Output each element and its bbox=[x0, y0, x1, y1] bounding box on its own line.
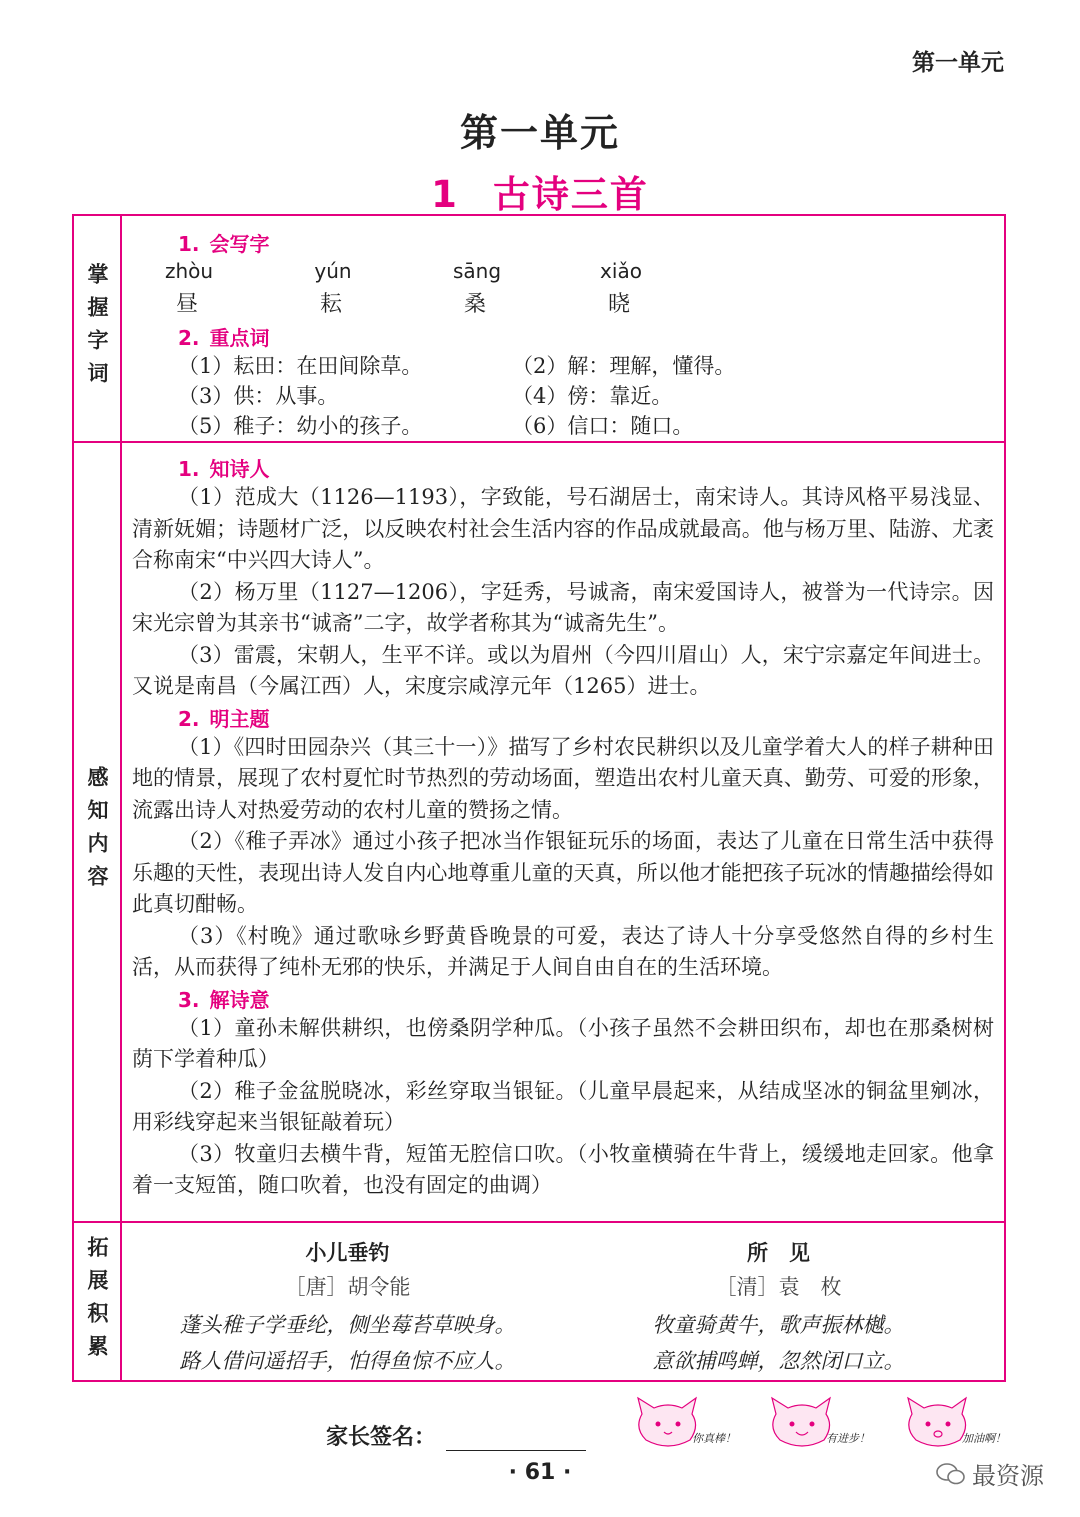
subheading-keywords: 2. 重点词 bbox=[178, 326, 270, 350]
section-vocab bbox=[74, 216, 1004, 441]
poem bbox=[563, 1237, 994, 1379]
paragraph: （3）雷震，宋朝人，生平不详。或以为眉州（今四川眉山）人，宋宁宗嘉定年间进士。又说是南昌（今属江西）人，宋度宗咸淳元年（1265）进士。 bbox=[132, 642, 994, 698]
lesson-title bbox=[0, 164, 1080, 218]
poem bbox=[132, 1237, 563, 1379]
subheading-theme: 2. 明主题 bbox=[178, 706, 270, 731]
page-number: · 61 · bbox=[508, 1460, 572, 1485]
signature-label: 家长签名： bbox=[326, 1425, 437, 1450]
pinyin-row bbox=[132, 259, 994, 283]
lesson-name: 古诗三首 bbox=[492, 173, 649, 216]
keyword-grid bbox=[132, 351, 994, 441]
cat-stamp bbox=[898, 1392, 1008, 1452]
section-label: 拓展积累 bbox=[74, 1223, 122, 1380]
lesson-number: 1 bbox=[431, 173, 459, 216]
poem-title: 小儿垂钓 bbox=[305, 1241, 390, 1265]
hanzi: 昼 bbox=[175, 292, 198, 317]
poem-line: 路人借问遥招手，怕得鱼惊不应人。 bbox=[179, 1349, 516, 1373]
keyword-item: （3）供：从事。 bbox=[178, 384, 339, 408]
subheading-poets: 1. 知诗人 bbox=[178, 457, 270, 481]
poem-title: 所 见 bbox=[747, 1241, 810, 1265]
paragraph: （1）范成大（1126—1193），字致能，号石湖居士，南宋诗人。其诗风格平易浅显、清新妩媚；诗题材广泛，以反映农村社会生活内容的作品成就最高。他与杨万里、陆游、尤袤合称南宋“中兴四大诗人”。 bbox=[132, 485, 994, 572]
watermark: 最资源 bbox=[936, 1456, 1044, 1491]
hanzi: 晓 bbox=[607, 292, 630, 317]
parent-signature bbox=[326, 1420, 586, 1451]
paragraph: （2）稚子金盆脱晓冰，彩丝穿取当银钲。（儿童早晨起来，从结成坚冰的铜盆里剜冰，用彩线穿起来当银钲敲着玩） bbox=[132, 1078, 994, 1134]
keyword-item: （2）解：理解，懂得。 bbox=[512, 354, 736, 378]
poem-line: 意欲捕鸣蝉，忽然闭口立。 bbox=[652, 1349, 905, 1373]
paragraph: （1）《四时田园杂兴（其三十一）》描写了乡村农民耕织以及儿童学着大人的样子耕种田地的情景，展现了农村夏忙时节热烈的劳动场面，塑造出农村儿童天真、勤劳、可爱的形象，流露出诗人对热爱劳动的农村儿童的赞扬之情。 bbox=[132, 734, 994, 822]
paragraph: （2）《稚子弄冰》通过小孩子把冰当作银钲玩乐的场面，表达了儿童在日常生活中获得乐趣的天性，表现出诗人发自内心地尊重儿童的天真，所以他才能把孩子玩冰的情趣描绘得如此真切酣畅。 bbox=[132, 829, 994, 916]
keyword-item: （4）傍：靠近。 bbox=[512, 384, 673, 408]
poem-author: ［清］袁 枚 bbox=[715, 1275, 842, 1299]
running-head: 第一单元 bbox=[912, 50, 1004, 76]
keyword-item: （6）信口：随口。 bbox=[512, 414, 694, 438]
poem-author: ［唐］胡令能 bbox=[284, 1275, 411, 1299]
stamp-label: 有进步！ bbox=[826, 1432, 870, 1445]
paragraph: （3）牧童归去横牛背，短笛无腔信口吹。（小牧童横骑在牛背上，缓缓地走回家。他拿着一支短笛，随口吹着，也没有固定的曲调） bbox=[132, 1141, 994, 1197]
hanzi: 桑 bbox=[463, 292, 486, 317]
section-label: 掌握字词 bbox=[74, 216, 122, 441]
subheading-write: 1. 会写字 bbox=[178, 232, 270, 256]
pinyin: xiǎo bbox=[600, 259, 642, 283]
paragraph: （1）童孙未解供耕织，也傍桑阴学种瓜。（小孩子虽然不会耕田织布，却也在那桑树树荫下学着种瓜） bbox=[132, 1015, 994, 1071]
keyword-item: （1）耘田：在田间除草。 bbox=[178, 354, 423, 378]
stamp-label: 你真棒！ bbox=[692, 1432, 736, 1445]
pinyin: zhòu bbox=[164, 259, 214, 283]
chat-icon bbox=[936, 1462, 966, 1486]
paragraph: （2）杨万里（1127—1206），字廷秀，号诚斋，南宋爱国诗人，被誉为一代诗宗。因宋光宗曾为其亲书“诚斋”二字，故学者称其为“诚斋先生”。 bbox=[132, 579, 994, 635]
cat-stamp bbox=[628, 1392, 738, 1452]
poem-line: 牧童骑黄牛，歌声振林樾。 bbox=[652, 1313, 905, 1337]
subheading-meaning: 3. 解诗意 bbox=[178, 987, 270, 1012]
section-label: 感知内容 bbox=[74, 443, 122, 1221]
signature-line[interactable] bbox=[446, 1426, 586, 1451]
pinyin: sāng bbox=[452, 259, 502, 283]
unit-title: 第一单元 bbox=[459, 111, 620, 155]
char-row bbox=[132, 287, 994, 318]
cat-stamp bbox=[762, 1392, 872, 1452]
hanzi: 耘 bbox=[319, 292, 342, 317]
content-table bbox=[72, 214, 1006, 1382]
section-perceive bbox=[74, 441, 1004, 1221]
poem-line: 蓬头稚子学垂纶，侧坐莓苔草映身。 bbox=[179, 1313, 516, 1337]
section-extend bbox=[74, 1221, 1004, 1380]
stamp-label: 加油啊！ bbox=[962, 1432, 1006, 1445]
paragraph: （3）《村晚》通过歌咏乡野黄昏晚景的可爱，表达了诗人十分享受悠然自得的乡村生活，从而获得了纯朴无邪的快乐，并满足于人间自由自在的生活环境。 bbox=[132, 923, 994, 979]
pinyin: yún bbox=[314, 259, 352, 283]
keyword-item: （5）稚子：幼小的孩子。 bbox=[178, 414, 423, 438]
